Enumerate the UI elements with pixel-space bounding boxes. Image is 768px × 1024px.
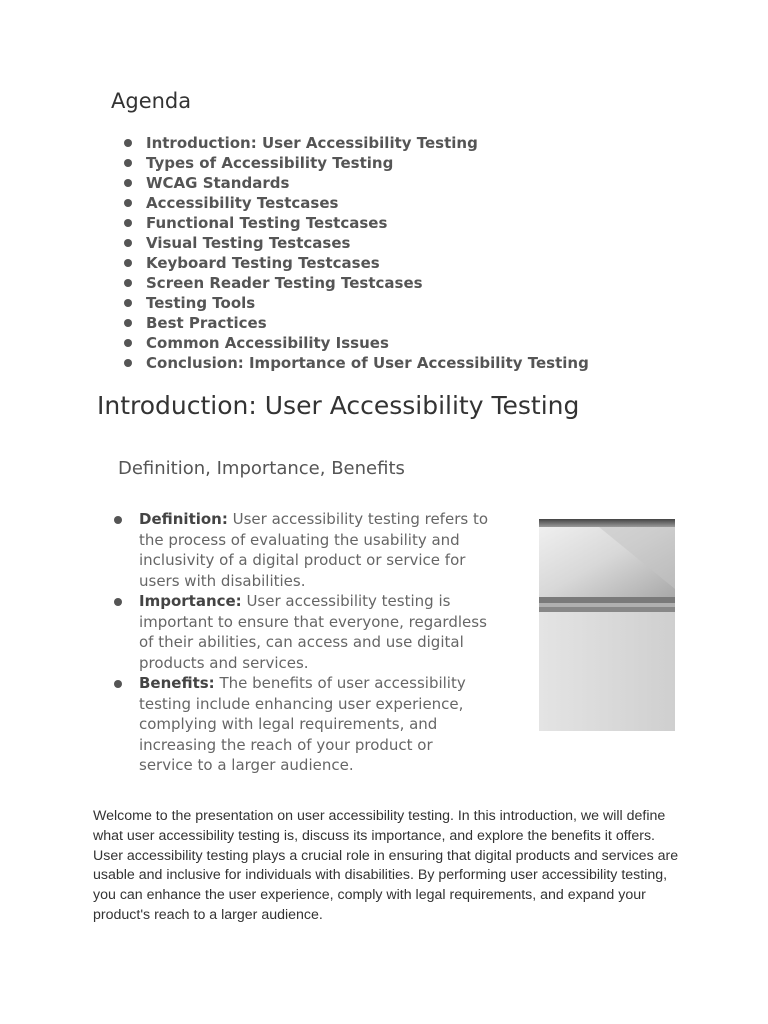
bullet-icon	[124, 299, 132, 307]
agenda-item	[120, 333, 589, 353]
point-term: Definition:	[139, 510, 228, 528]
agenda-item	[120, 153, 589, 173]
agenda-item-label: Accessibility Testcases	[146, 194, 339, 212]
point-text: The benefits of user accessibility testing include enhancing user experience, complying with legal requirements, and increasing the reach of your product or service to a larger audience.	[139, 674, 466, 774]
definition-point	[110, 509, 490, 591]
agenda-item-label: Conclusion: Importance of User Accessibility Testing	[146, 354, 589, 372]
agenda-item-label: Types of Accessibility Testing	[146, 154, 394, 172]
bullet-icon	[124, 259, 132, 267]
importance-point	[110, 591, 490, 673]
agenda-item	[120, 353, 589, 373]
agenda-item-label: Functional Testing Testcases	[146, 214, 388, 232]
bullet-icon	[124, 139, 132, 147]
point-text: User accessibility testing is important to ensure that everyone, regardless of their abilities, can access and use digital products and services.	[139, 592, 487, 672]
agenda-item	[120, 133, 589, 153]
agenda-item-label: Common Accessibility Issues	[146, 334, 389, 352]
bullet-icon	[114, 680, 122, 688]
point-term: Importance:	[139, 592, 242, 610]
bullet-icon	[124, 359, 132, 367]
agenda-title: Agenda	[111, 89, 192, 113]
bullet-icon	[124, 279, 132, 287]
bullet-icon	[114, 598, 122, 606]
agenda-item-label: Screen Reader Testing Testcases	[146, 274, 423, 292]
agenda-item	[120, 213, 589, 233]
bullet-icon	[124, 339, 132, 347]
agenda-list	[120, 133, 589, 373]
agenda-item-label: WCAG Standards	[146, 174, 290, 192]
agenda-item-label: Testing Tools	[146, 294, 256, 312]
intro-paragraph: Welcome to the presentation on user accessibility testing. In this introduction, we will define what user accessibility testing is, discuss its importance, and explore the benefits it offers. User accessibility testing plays a crucial role in ensuring that digital products and services are usable and inclusive for individuals with disabilities. By performing user accessibility testing, you can enhance the user experience, comply with legal requirements, and expand your product's reach to a larger audience.	[93, 808, 679, 923]
bullet-icon	[124, 199, 132, 207]
agenda-item-label: Visual Testing Testcases	[146, 234, 351, 252]
agenda-item-label: Introduction: User Accessibility Testing	[146, 134, 478, 152]
bullet-icon	[124, 239, 132, 247]
bullet-icon	[124, 319, 132, 327]
agenda-item	[120, 273, 589, 293]
agenda-item	[120, 313, 589, 333]
agenda-item	[120, 293, 589, 313]
bullet-icon	[114, 516, 122, 524]
slide-photo	[539, 519, 675, 731]
intro-points-list	[110, 509, 490, 776]
benefits-point	[110, 673, 490, 776]
agenda-item	[120, 173, 589, 193]
agenda-item	[120, 193, 589, 213]
agenda-item-label: Keyboard Testing Testcases	[146, 254, 380, 272]
point-term: Benefits:	[139, 674, 215, 692]
bullet-icon	[124, 159, 132, 167]
abstract-photo-image	[539, 519, 675, 731]
agenda-item	[120, 253, 589, 273]
agenda-item-label: Best Practices	[146, 314, 267, 332]
bullet-icon	[124, 219, 132, 227]
bullet-icon	[124, 179, 132, 187]
point-text: User accessibility testing refers to the process of evaluating the usability and inclusivity of a digital product or service for users with disabilities.	[139, 510, 489, 590]
slide-subtitle: Definition, Importance, Benefits	[118, 458, 405, 479]
agenda-item	[120, 233, 589, 253]
slide-title: Introduction: User Accessibility Testing	[97, 391, 580, 420]
